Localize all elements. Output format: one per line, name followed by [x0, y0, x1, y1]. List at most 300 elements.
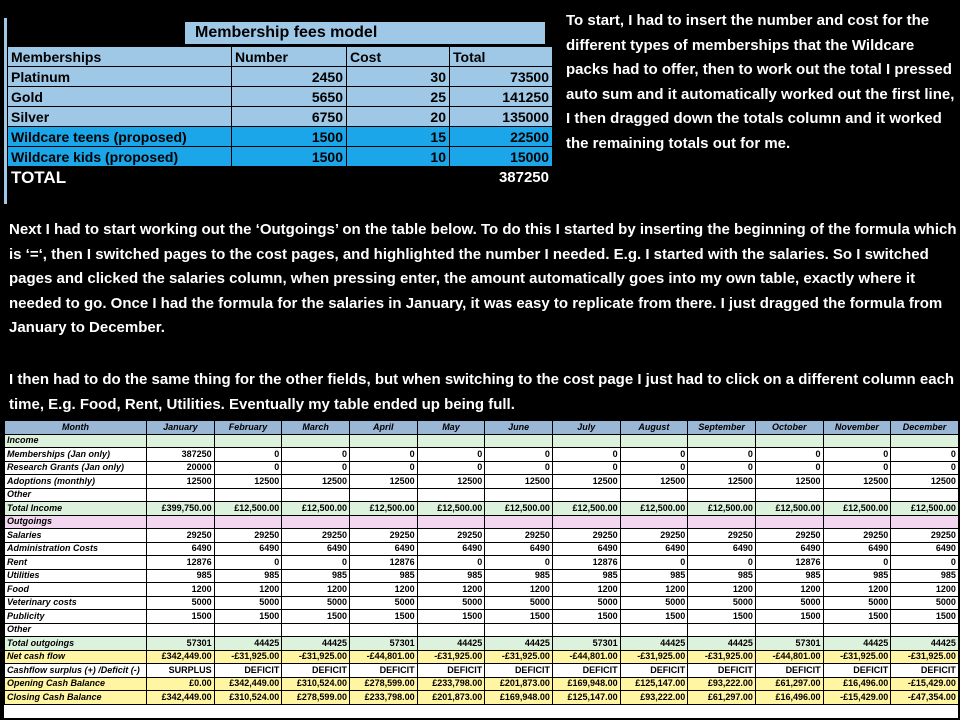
value-cell	[417, 623, 485, 637]
row-label: Publicity	[5, 610, 147, 624]
value-cell	[485, 515, 553, 529]
value-cell: £12,500.00	[688, 502, 756, 516]
value-cell: 5000	[147, 596, 215, 610]
value-cell	[147, 434, 215, 448]
cashflow-header-row	[5, 421, 959, 435]
value-cell: £125,147.00	[620, 677, 688, 691]
cashflow-table	[4, 420, 959, 705]
cashflow-row	[5, 515, 959, 529]
value-cell: 29250	[147, 529, 215, 543]
value-cell: 12500	[214, 475, 282, 489]
fees-empty-cell	[347, 167, 450, 189]
value-cell: £310,524.00	[282, 677, 350, 691]
value-cell: £16,496.00	[755, 691, 823, 705]
value-cell: £93,222.00	[620, 691, 688, 705]
value-cell	[823, 488, 891, 502]
value-cell: 44425	[282, 637, 350, 651]
value-cell	[282, 515, 350, 529]
membership-total: 135000	[450, 107, 553, 127]
value-cell: 1200	[417, 583, 485, 597]
value-cell: 12500	[417, 475, 485, 489]
membership-cost: 15	[347, 127, 450, 147]
value-cell: 985	[620, 569, 688, 583]
value-cell: 1200	[823, 583, 891, 597]
value-cell: 12876	[552, 556, 620, 570]
value-cell: £310,524.00	[214, 691, 282, 705]
value-cell: -£31,925.00	[823, 650, 891, 664]
value-cell: 6490	[688, 542, 756, 556]
value-cell: 1200	[147, 583, 215, 597]
row-label: Salaries	[5, 529, 147, 543]
value-cell: £12,500.00	[417, 502, 485, 516]
value-cell: £12,500.00	[823, 502, 891, 516]
value-cell: 1500	[891, 610, 959, 624]
value-cell: DEFICIT	[417, 664, 485, 678]
cashflow-row	[5, 664, 959, 678]
membership-total: 15000	[450, 147, 553, 167]
row-label: Opening Cash Balance	[5, 677, 147, 691]
membership-name: Silver	[8, 107, 232, 127]
value-cell: 985	[349, 569, 417, 583]
value-cell: 5000	[620, 596, 688, 610]
month-header: July	[552, 421, 620, 435]
value-cell: 0	[755, 461, 823, 475]
month-header: September	[688, 421, 756, 435]
fees-header-row	[8, 47, 553, 67]
value-cell: 29250	[485, 529, 553, 543]
value-cell: 1500	[349, 610, 417, 624]
value-cell: 44425	[688, 637, 756, 651]
value-cell: 1200	[620, 583, 688, 597]
fees-header-cell: Total	[450, 47, 553, 67]
row-label: Veterinary costs	[5, 596, 147, 610]
membership-name: Wildcare kids (proposed)	[8, 147, 232, 167]
value-cell: 12500	[349, 475, 417, 489]
value-cell: -£15,429.00	[891, 677, 959, 691]
cashflow-row	[5, 529, 959, 543]
value-cell: 6490	[823, 542, 891, 556]
fees-row	[8, 67, 553, 87]
value-cell: 44425	[620, 637, 688, 651]
cashflow-row	[5, 502, 959, 516]
cashflow-row	[5, 610, 959, 624]
value-cell: 985	[282, 569, 350, 583]
value-cell	[620, 434, 688, 448]
value-cell: 0	[214, 556, 282, 570]
value-cell: 0	[823, 461, 891, 475]
fees-row	[8, 107, 553, 127]
value-cell: 985	[688, 569, 756, 583]
row-label: Memberships (Jan only)	[5, 448, 147, 462]
value-cell: 1500	[485, 610, 553, 624]
month-header: Month	[5, 421, 147, 435]
row-label: Total Income	[5, 502, 147, 516]
value-cell: £12,500.00	[214, 502, 282, 516]
value-cell: 29250	[552, 529, 620, 543]
month-header: October	[755, 421, 823, 435]
fees-header-cell: Cost	[347, 47, 450, 67]
value-cell: 12500	[688, 475, 756, 489]
value-cell: 1200	[891, 583, 959, 597]
value-cell: 12500	[620, 475, 688, 489]
membership-name: Platinum	[8, 67, 232, 87]
value-cell: 6490	[485, 542, 553, 556]
value-cell: DEFICIT	[620, 664, 688, 678]
fields-paragraph: I then had to do the same thing for the other fields, but when switching to the cost page I just had to click on a different column each time, E.g. Food, Rent, Utilities. Eventually my table ended up being full.	[9, 371, 955, 413]
membership-name: Wildcare teens (proposed)	[8, 127, 232, 147]
value-cell: 5000	[891, 596, 959, 610]
value-cell: £12,500.00	[282, 502, 350, 516]
value-cell: 57301	[755, 637, 823, 651]
membership-name: Gold	[8, 87, 232, 107]
value-cell: -£31,925.00	[485, 650, 553, 664]
membership-cost: 25	[347, 87, 450, 107]
row-label: Utilities	[5, 569, 147, 583]
cashflow-row	[5, 475, 959, 489]
value-cell	[891, 515, 959, 529]
row-label: Rent	[5, 556, 147, 570]
value-cell: £169,948.00	[552, 677, 620, 691]
cashflow-row	[5, 677, 959, 691]
value-cell: 0	[620, 448, 688, 462]
fees-empty-cell	[232, 167, 347, 189]
value-cell: -£31,925.00	[214, 650, 282, 664]
month-header: June	[485, 421, 553, 435]
value-cell: 12500	[891, 475, 959, 489]
value-cell: £125,147.00	[552, 691, 620, 705]
value-cell: 0	[417, 461, 485, 475]
value-cell	[147, 515, 215, 529]
value-cell	[552, 434, 620, 448]
month-header: April	[349, 421, 417, 435]
value-cell	[147, 623, 215, 637]
value-cell: 1500	[147, 610, 215, 624]
fees-total-row	[8, 167, 553, 189]
value-cell: 12500	[282, 475, 350, 489]
value-cell: 0	[891, 461, 959, 475]
month-header: November	[823, 421, 891, 435]
cashflow-row	[5, 650, 959, 664]
value-cell: 6490	[552, 542, 620, 556]
membership-cost: 30	[347, 67, 450, 87]
value-cell: 985	[891, 569, 959, 583]
row-label: Outgoings	[5, 515, 147, 529]
value-cell: 1500	[688, 610, 756, 624]
value-cell	[485, 623, 553, 637]
value-cell: 387250	[147, 448, 215, 462]
value-cell: £201,873.00	[417, 691, 485, 705]
value-cell: 0	[688, 448, 756, 462]
value-cell: DEFICIT	[485, 664, 553, 678]
membership-total: 22500	[450, 127, 553, 147]
month-header: August	[620, 421, 688, 435]
value-cell: 5000	[485, 596, 553, 610]
value-cell	[688, 434, 756, 448]
value-cell: 29250	[620, 529, 688, 543]
value-cell: £399,750.00	[147, 502, 215, 516]
value-cell: 0	[688, 556, 756, 570]
value-cell: £12,500.00	[349, 502, 417, 516]
value-cell	[147, 488, 215, 502]
value-cell: -£15,429.00	[823, 691, 891, 705]
month-header: December	[891, 421, 959, 435]
value-cell: 1500	[282, 610, 350, 624]
value-cell: 29250	[823, 529, 891, 543]
value-cell: 6490	[891, 542, 959, 556]
cashflow-row	[5, 623, 959, 637]
value-cell: £233,798.00	[349, 691, 417, 705]
value-cell: DEFICIT	[823, 664, 891, 678]
membership-total: 73500	[450, 67, 553, 87]
value-cell: £12,500.00	[891, 502, 959, 516]
value-cell: 6490	[417, 542, 485, 556]
value-cell: -£31,925.00	[282, 650, 350, 664]
value-cell: 57301	[552, 637, 620, 651]
value-cell	[214, 434, 282, 448]
value-cell: 0	[485, 556, 553, 570]
value-cell	[891, 488, 959, 502]
value-cell: -£31,925.00	[688, 650, 756, 664]
value-cell: 6490	[214, 542, 282, 556]
value-cell: 1500	[417, 610, 485, 624]
value-cell: £342,449.00	[147, 691, 215, 705]
value-cell	[282, 434, 350, 448]
value-cell: 57301	[349, 637, 417, 651]
membership-number: 5650	[232, 87, 347, 107]
value-cell: 44425	[417, 637, 485, 651]
value-cell: 29250	[755, 529, 823, 543]
fees-total-label: TOTAL	[8, 167, 232, 189]
value-cell: 0	[485, 448, 553, 462]
value-cell: 1200	[755, 583, 823, 597]
value-cell: -£44,801.00	[755, 650, 823, 664]
value-cell: 5000	[282, 596, 350, 610]
value-cell	[620, 623, 688, 637]
value-cell: £278,599.00	[282, 691, 350, 705]
value-cell: 985	[417, 569, 485, 583]
value-cell	[552, 515, 620, 529]
value-cell: 0	[552, 448, 620, 462]
value-cell: £93,222.00	[688, 677, 756, 691]
value-cell	[823, 515, 891, 529]
fees-title: Membership fees model	[185, 22, 545, 44]
value-cell: 0	[417, 556, 485, 570]
value-cell: 0	[755, 448, 823, 462]
membership-fees-image	[0, 0, 555, 210]
value-cell: £0.00	[147, 677, 215, 691]
value-cell: 985	[147, 569, 215, 583]
fees-table	[7, 46, 553, 189]
month-header: May	[417, 421, 485, 435]
value-cell	[891, 623, 959, 637]
value-cell: £12,500.00	[755, 502, 823, 516]
membership-cost: 20	[347, 107, 450, 127]
cashflow-row	[5, 596, 959, 610]
outgoings-paragraph: Next I had to start working out the ‘Outgoings’ on the table below. To do this I started by inserting the beginning of the formula which is ‘=‘, then I switched pages to the cost pages, and highlighted the number I needed. E.g. I started with the salaries. So I switched pages and clicked the salaries column, when pressing enter, the amount automatically goes into my own table, exactly where it needed to go. Once I had the formula for the salaries in January, it was easy to replicate from there. I just dragged the formula from January to December.	[9, 221, 957, 336]
value-cell: 5000	[417, 596, 485, 610]
value-cell: 5000	[552, 596, 620, 610]
value-cell: -£31,925.00	[620, 650, 688, 664]
value-cell: 1200	[282, 583, 350, 597]
cashflow-row	[5, 434, 959, 448]
value-cell	[688, 515, 756, 529]
cashflow-row	[5, 569, 959, 583]
cashflow-row	[5, 488, 959, 502]
value-cell: 12500	[755, 475, 823, 489]
membership-number: 6750	[232, 107, 347, 127]
value-cell: 44425	[891, 637, 959, 651]
membership-cost: 10	[347, 147, 450, 167]
value-cell: DEFICIT	[688, 664, 756, 678]
value-cell: -£44,801.00	[349, 650, 417, 664]
membership-total: 141250	[450, 87, 553, 107]
row-label: Other	[5, 488, 147, 502]
value-cell	[688, 623, 756, 637]
row-label: Income	[5, 434, 147, 448]
month-header: January	[147, 421, 215, 435]
row-label: Net cash flow	[5, 650, 147, 664]
value-cell: 1200	[688, 583, 756, 597]
value-cell	[823, 623, 891, 637]
value-cell: 1200	[214, 583, 282, 597]
intro-paragraph: To start, I had to insert the number and cost for the different types of memberships that the Wildcare packs had to offer, then to work out the total I pressed auto sum and it automatically worked out the first line, I then dragged down the totals column and it worked the remaining totals out for me.	[566, 12, 955, 152]
cashflow-row	[5, 583, 959, 597]
value-cell: 0	[282, 461, 350, 475]
value-cell: 985	[485, 569, 553, 583]
value-cell: 0	[823, 448, 891, 462]
cashflow-row	[5, 448, 959, 462]
value-cell: 44425	[214, 637, 282, 651]
value-cell	[349, 434, 417, 448]
value-cell: 1200	[349, 583, 417, 597]
value-cell: £61,297.00	[688, 691, 756, 705]
value-cell	[349, 515, 417, 529]
value-cell	[755, 623, 823, 637]
row-label: Total outgoings	[5, 637, 147, 651]
value-cell: 29250	[282, 529, 350, 543]
value-cell: -£47,354.00	[891, 691, 959, 705]
value-cell: 5000	[214, 596, 282, 610]
value-cell: £61,297.00	[755, 677, 823, 691]
value-cell: DEFICIT	[755, 664, 823, 678]
value-cell: 0	[282, 448, 350, 462]
value-cell	[349, 623, 417, 637]
value-cell: 985	[214, 569, 282, 583]
row-label: Research Grants (Jan only)	[5, 461, 147, 475]
value-cell: £12,500.00	[552, 502, 620, 516]
value-cell: 0	[620, 461, 688, 475]
value-cell: 12500	[147, 475, 215, 489]
value-cell: 0	[552, 461, 620, 475]
value-cell: 5000	[755, 596, 823, 610]
value-cell: 57301	[147, 637, 215, 651]
value-cell: 5000	[823, 596, 891, 610]
month-header: March	[282, 421, 350, 435]
membership-number: 2450	[232, 67, 347, 87]
fees-row	[8, 87, 553, 107]
value-cell: DEFICIT	[552, 664, 620, 678]
value-cell: 0	[214, 448, 282, 462]
value-cell: SURPLUS	[147, 664, 215, 678]
value-cell: 29250	[214, 529, 282, 543]
membership-number: 1500	[232, 147, 347, 167]
value-cell	[485, 434, 553, 448]
value-cell: -£44,801.00	[552, 650, 620, 664]
value-cell: 29250	[417, 529, 485, 543]
value-cell	[349, 488, 417, 502]
value-cell: 0	[417, 448, 485, 462]
fees-header-cell: Memberships	[8, 47, 232, 67]
value-cell	[891, 434, 959, 448]
value-cell	[552, 488, 620, 502]
value-cell: -£31,925.00	[417, 650, 485, 664]
value-cell	[214, 623, 282, 637]
row-label: Closing Cash Balance	[5, 691, 147, 705]
value-cell	[620, 488, 688, 502]
value-cell: 44425	[485, 637, 553, 651]
value-cell: 0	[620, 556, 688, 570]
value-cell: 1500	[214, 610, 282, 624]
value-cell: £233,798.00	[417, 677, 485, 691]
value-cell: 1500	[755, 610, 823, 624]
cashflow-row	[5, 637, 959, 651]
fees-row	[8, 127, 553, 147]
value-cell	[485, 488, 553, 502]
value-cell: 0	[349, 448, 417, 462]
value-cell	[552, 623, 620, 637]
value-cell	[688, 488, 756, 502]
value-cell	[282, 488, 350, 502]
fees-total-value: 387250	[450, 167, 553, 189]
value-cell: -£31,925.00	[891, 650, 959, 664]
value-cell: 29250	[349, 529, 417, 543]
value-cell: 6490	[282, 542, 350, 556]
value-cell	[282, 623, 350, 637]
value-cell: £16,496.00	[823, 677, 891, 691]
row-label: Food	[5, 583, 147, 597]
month-header: February	[214, 421, 282, 435]
value-cell: 0	[823, 556, 891, 570]
value-cell: 0	[282, 556, 350, 570]
value-cell: 0	[891, 556, 959, 570]
value-cell: 6490	[755, 542, 823, 556]
value-cell: 12500	[823, 475, 891, 489]
value-cell	[755, 434, 823, 448]
cashflow-row	[5, 556, 959, 570]
value-cell: 29250	[688, 529, 756, 543]
value-cell: DEFICIT	[891, 664, 959, 678]
fees-row	[8, 147, 553, 167]
value-cell: 1500	[552, 610, 620, 624]
value-cell	[214, 488, 282, 502]
cashflow-row	[5, 461, 959, 475]
value-cell: 1500	[620, 610, 688, 624]
value-cell: £342,449.00	[147, 650, 215, 664]
value-cell: £12,500.00	[485, 502, 553, 516]
value-cell: £201,873.00	[485, 677, 553, 691]
value-cell	[417, 488, 485, 502]
cashflow-row	[5, 691, 959, 705]
membership-number: 1500	[232, 127, 347, 147]
value-cell: 5000	[688, 596, 756, 610]
value-cell: 12500	[552, 475, 620, 489]
value-cell: 985	[552, 569, 620, 583]
value-cell	[214, 515, 282, 529]
row-label: Adoptions (monthly)	[5, 475, 147, 489]
row-label: Other	[5, 623, 147, 637]
value-cell	[417, 434, 485, 448]
value-cell: 29250	[891, 529, 959, 543]
